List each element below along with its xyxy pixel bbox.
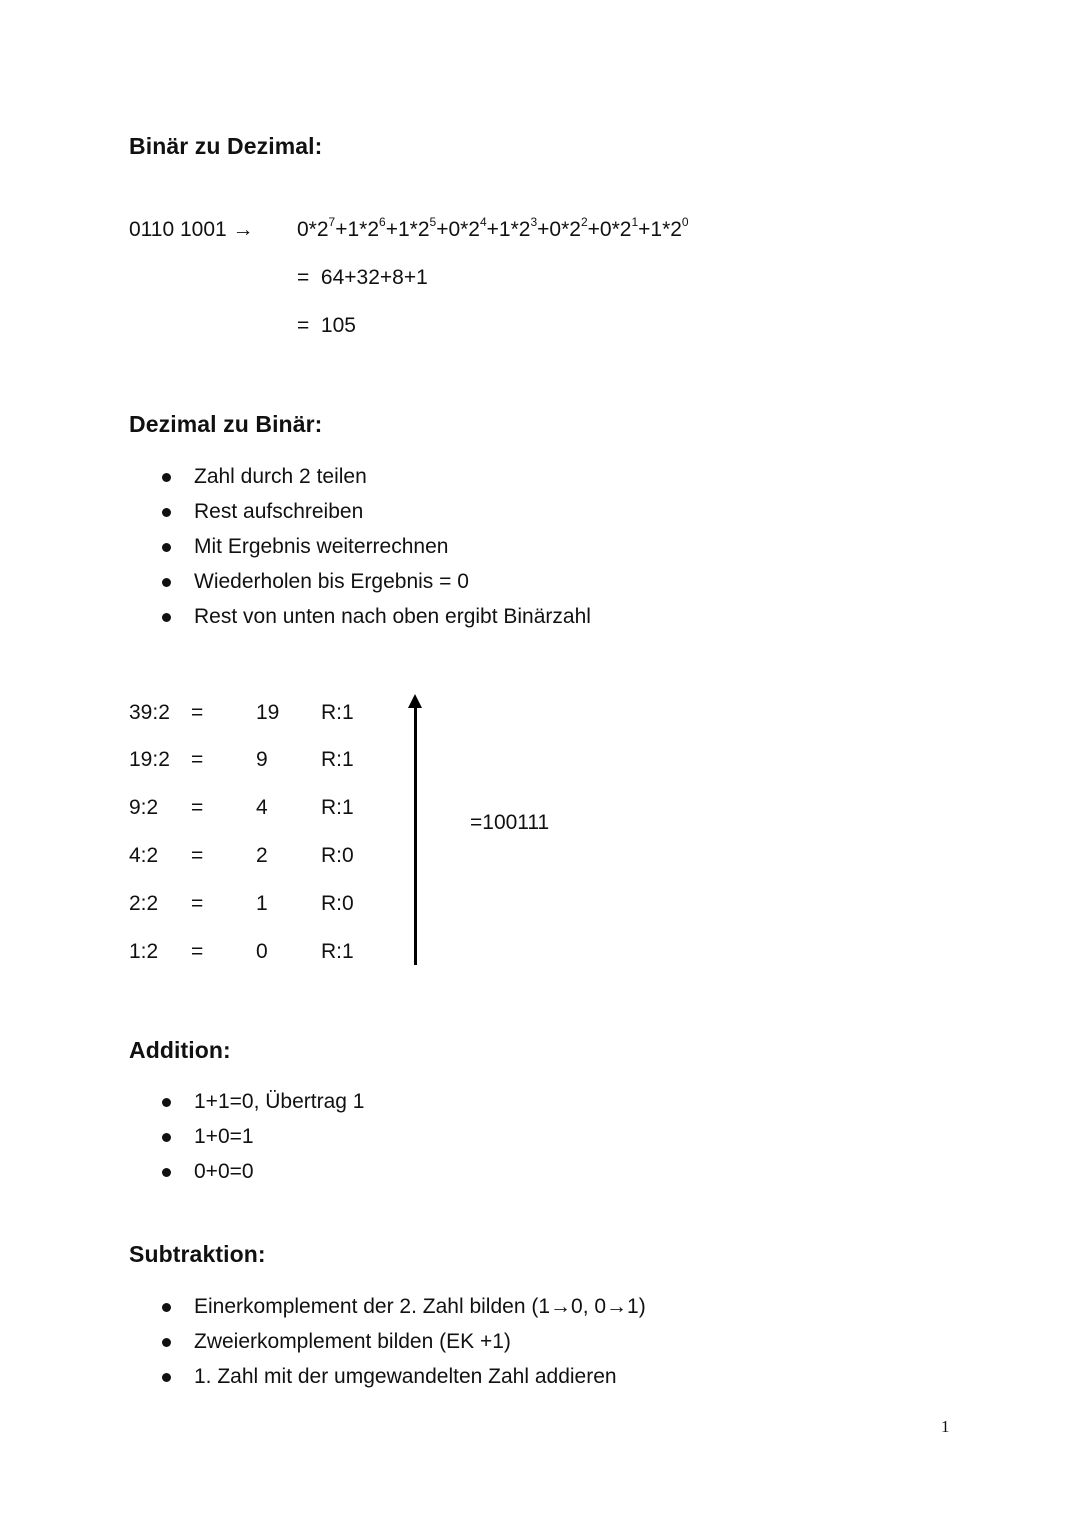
term: $0*2^7$ (297, 215, 336, 241)
list-item: Mit Ergebnis weiterrechnen (160, 529, 591, 564)
term: $+1*2^0$ (638, 215, 689, 241)
binary-input: 0110 1001 → (129, 218, 254, 241)
list-item: 1. Zahl mit der umgewandelten Zahl addieren (160, 1359, 646, 1394)
term: $+0*2^4$ (436, 215, 487, 241)
bullet-icon (162, 543, 171, 552)
arrow-up-line (414, 705, 417, 965)
addition-rules (160, 1084, 364, 1189)
term: $+1*2^3$ (486, 215, 538, 241)
term: $+1*2^5$ (385, 215, 437, 241)
bullet-icon (162, 1133, 171, 1142)
list-item: 0+0=0 (160, 1154, 364, 1189)
sum-step: = 64+32+8+1 (297, 266, 428, 289)
heading-subtraction: Subtraktion: (129, 1241, 266, 1267)
bullet-icon (162, 578, 171, 587)
list-item: 1+1=0, Übertrag 1 (160, 1084, 364, 1119)
heading-binary-to-decimal: Binär zu Dezimal: (129, 133, 323, 159)
bullet-icon (162, 1168, 171, 1177)
term: $+1*2^6$ (335, 215, 386, 241)
binary-result: =100111 (470, 811, 550, 834)
bullet-icon (162, 1098, 171, 1107)
bullet-icon (162, 1373, 171, 1382)
list-item: Einerkomplement der 2. Zahl bilden (1→0, 0→1) (160, 1289, 646, 1324)
decimal-to-binary-steps (160, 459, 591, 634)
heading-addition: Addition: (129, 1037, 231, 1063)
result-step: = 105 (297, 314, 356, 337)
list-item: Zweierkomplement bilden (EK +1) (160, 1324, 646, 1359)
heading-decimal-to-binary: Dezimal zu Binär: (129, 411, 323, 437)
bullet-icon (162, 613, 171, 622)
subtraction-steps (160, 1289, 646, 1394)
list-item: Rest aufschreiben (160, 494, 591, 529)
list-item: Rest von unten nach oben ergibt Binärzahl (160, 599, 591, 634)
bullet-icon (162, 473, 171, 482)
bullet-icon (162, 1303, 171, 1312)
binary-expansion (297, 215, 689, 242)
term: $+0*2^1$ (587, 215, 639, 241)
list-item: 1+0=1 (160, 1119, 364, 1154)
list-item: Zahl durch 2 teilen (160, 459, 591, 494)
bullet-icon (162, 508, 171, 517)
page-number: 1 (941, 1417, 950, 1436)
list-item: Wiederholen bis Ergebnis = 0 (160, 564, 591, 599)
bullet-icon (162, 1338, 171, 1347)
term: $+0*2^2$ (537, 215, 588, 241)
